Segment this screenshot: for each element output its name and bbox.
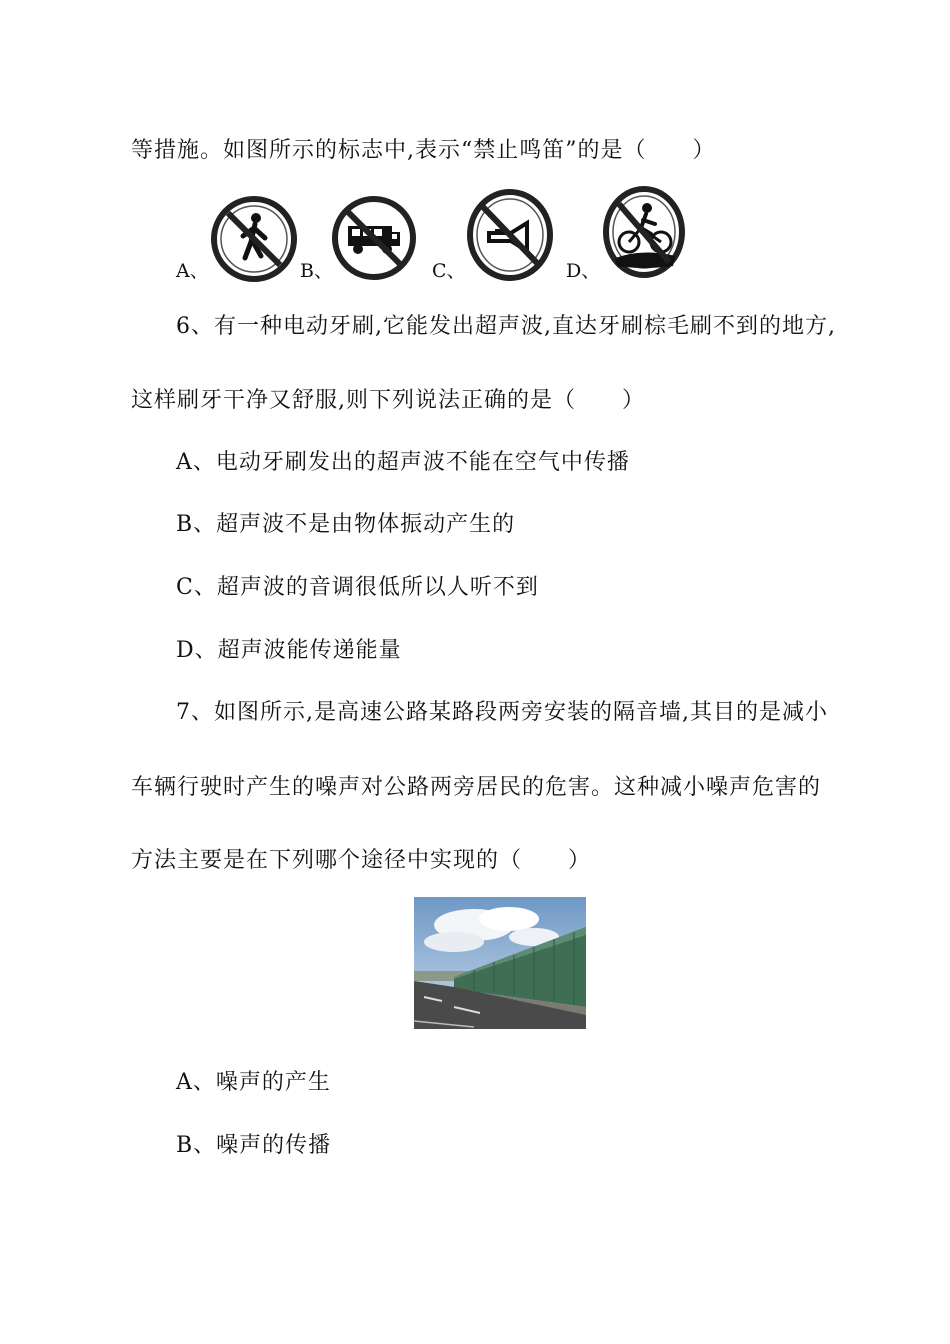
- q5-option-d-label: D、: [566, 260, 601, 282]
- q5-option-b-label: B、: [300, 260, 333, 282]
- q7-stem-line-1: 7、如图所示,是高速公路某路段两旁安装的隔音墙,其目的是减小: [176, 700, 828, 725]
- q6-stem-line-1: 6、有一种电动牙刷,它能发出超声波,直达牙刷棕毛刷不到的地方,: [176, 314, 836, 339]
- q7-option-b: B、噪声的传播: [176, 1133, 332, 1158]
- q5-stem-tail: 等措施。如图所示的标志中,表示“禁止鸣笛”的是（ ）: [131, 138, 716, 163]
- no-horn-sign-icon: [467, 189, 553, 281]
- q6-stem-line-2: 这样刷牙干净又舒服,则下列说法正确的是（ ）: [131, 388, 645, 413]
- no-trucks-sign-icon: [332, 196, 416, 280]
- q7-stem-line-3: 方法主要是在下列哪个途径中实现的（ ）: [131, 848, 592, 873]
- q6-option-b: B、超声波不是由物体振动产生的: [176, 512, 516, 537]
- q5-option-a-label: A、: [176, 260, 209, 282]
- q7-stem-line-2: 车辆行驶时产生的噪声对公路两旁居民的危害。这种减小噪声危害的: [131, 775, 822, 800]
- q6-option-d: D、超声波能传递能量: [176, 638, 402, 663]
- q5-option-c-label: C、: [432, 260, 466, 282]
- highway-sound-barrier-photo: [414, 897, 586, 1029]
- q6-option-a: A、电动牙刷发出的超声波不能在空气中传播: [176, 450, 630, 475]
- no-bicycles-sign-icon: [603, 186, 685, 278]
- no-pedestrians-sign-icon: [211, 196, 297, 282]
- q6-option-c: C、超声波的音调很低所以人听不到: [176, 575, 539, 600]
- q7-option-a: A、噪声的产生: [176, 1070, 331, 1095]
